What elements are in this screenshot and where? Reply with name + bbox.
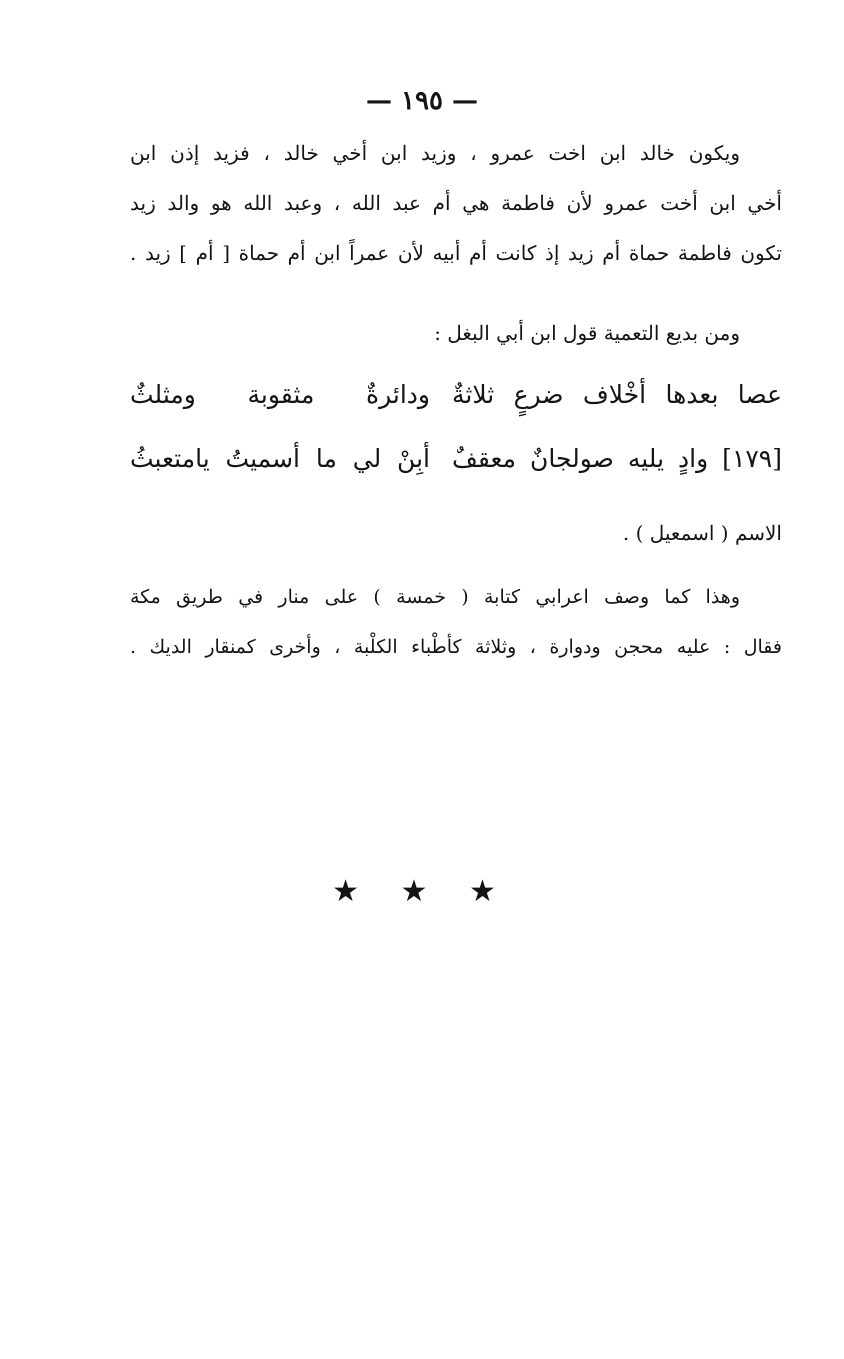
text-line: وهذا كما وصف اعرابي كتابة ( خمسة ) على منار في طريق مكة <box>130 586 740 608</box>
text-line: تكون فاطمة حماة أم زيد إذ كانت أم أبيه لأن عمراً ابن أم حماة [ أم ] زيد . <box>130 241 782 265</box>
poem-verse <box>130 362 782 426</box>
text-line: ويكون خالد ابن اخت عمرو ، وزيد ابن أخي خالد ، فزيد إذن ابن <box>130 141 740 165</box>
verse-first-hemistich: عصا بعدها أخْلاف ضرعٍ ثلاثةٌ <box>452 379 782 409</box>
verse-first-hemistich: [١٧٩] وادٍ يليه صولجانٌ معقفٌ <box>452 443 782 473</box>
paragraph-intro <box>130 308 782 358</box>
verse-second-hemistich: ودائرةٌ مثقوبة ومثلثٌ <box>130 379 430 409</box>
poem <box>130 362 782 490</box>
paragraph-kinship <box>130 128 782 278</box>
text-line: فقال : عليه محجن ودوارة ، وثلاثة كأطْباء الكلْبة ، وأخرى كمنقار الديك . <box>130 636 782 658</box>
verse-second-hemistich: أبِنْ لي ما أسميتُ يامتعبثُ <box>130 443 430 473</box>
section-divider-stars: ★ ★ ★ <box>332 874 512 909</box>
text-line: أخي ابن أخت عمرو لأن فاطمة هي أم عبد الله ، وعبد الله هو والد زيد <box>130 191 782 215</box>
poem-verse <box>130 426 782 490</box>
page-number: — ١٩٥ — <box>365 86 479 116</box>
answer-line: الاسم ( اسمعيل ) . <box>622 521 782 545</box>
intro-line: ومن بديع التعمية قول ابن أبي البغل : <box>434 321 740 345</box>
riddle-answer <box>130 508 782 558</box>
paragraph-bedouin <box>130 572 782 672</box>
